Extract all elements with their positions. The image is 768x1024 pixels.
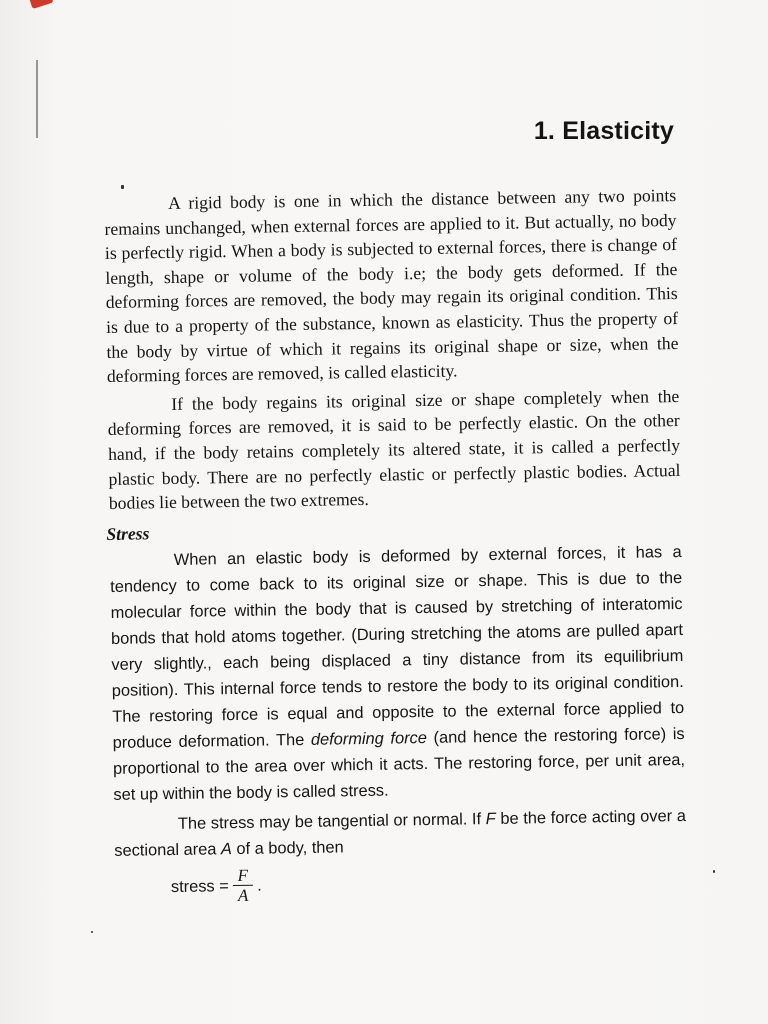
ink-speck	[713, 870, 715, 873]
fraction	[232, 866, 253, 905]
symbol-F: F	[485, 810, 496, 829]
fraction-numerator: F	[232, 866, 253, 886]
text-run: be the force acting over a sectional area	[114, 807, 687, 861]
section-heading-stress: Stress	[106, 523, 150, 544]
text-run: (and hence the restoring force) is proportional to the area over which it acts. The restoring force, per unit area, set up within the body is called stress.	[112, 725, 686, 805]
ink-speck	[91, 931, 93, 933]
paragraph-perfectly-elastic: If the body regains its original size or shape completely when the deforming forces are removed, it is said to be perfectly elastic. On the other hand, if the body retains completely its altered state, it is called a perfectly plastic body. There are no perfectly elastic or perfectly plastic bodies. Actual bodies lie between the two extremes.	[107, 385, 681, 514]
ink-speck	[121, 185, 124, 189]
formula-lhs: stress =	[170, 876, 229, 896]
text-run: When an elastic body is deformed by external forces, it has a tendency to come back to its original size or shape. This is due to the molecular force within the body that is caused by stretching of interatomic bonds that hold atoms together. (During stretching the atoms are pulled apart very slightly., each being displaced a tiny distance from its equilibrium position). This internal force tends to restore the body to its original condition. The restoring force is equal and opposite to the external force applied to produce deformation. The	[110, 543, 685, 753]
paragraph-stress-types	[114, 803, 687, 864]
red-corner-mark	[28, 0, 53, 9]
italic-term: deforming force	[310, 729, 428, 750]
text-run: of a body, then	[231, 838, 344, 859]
formula-period: .	[257, 876, 262, 895]
text-run: The stress may be tangential or normal. If	[177, 810, 486, 834]
paragraph-stress-definition	[110, 539, 686, 808]
symbol-A: A	[220, 840, 233, 859]
margin-line	[36, 60, 38, 138]
fraction-denominator: A	[237, 886, 249, 906]
stress-formula	[171, 859, 688, 906]
body-text	[104, 183, 687, 907]
chapter-title: 1. Elasticity	[533, 117, 674, 145]
paragraph-rigid-body: A rigid body is one in which the distance between any two points remains unchanged, when external forces are applied to it. But actually, no body is perfectly rigid. When a body is subjected to external forces, there is change of length, shape or volume of the body i.e; the body gets deformed. If the deforming forces are removed, the body may regain its original condition. This is due to a property of the substance, known as elasticity. Thus the property of the body by virtue of which it regains its original shape or size, when the deforming forces are removed, is called elasticity.	[104, 185, 679, 387]
